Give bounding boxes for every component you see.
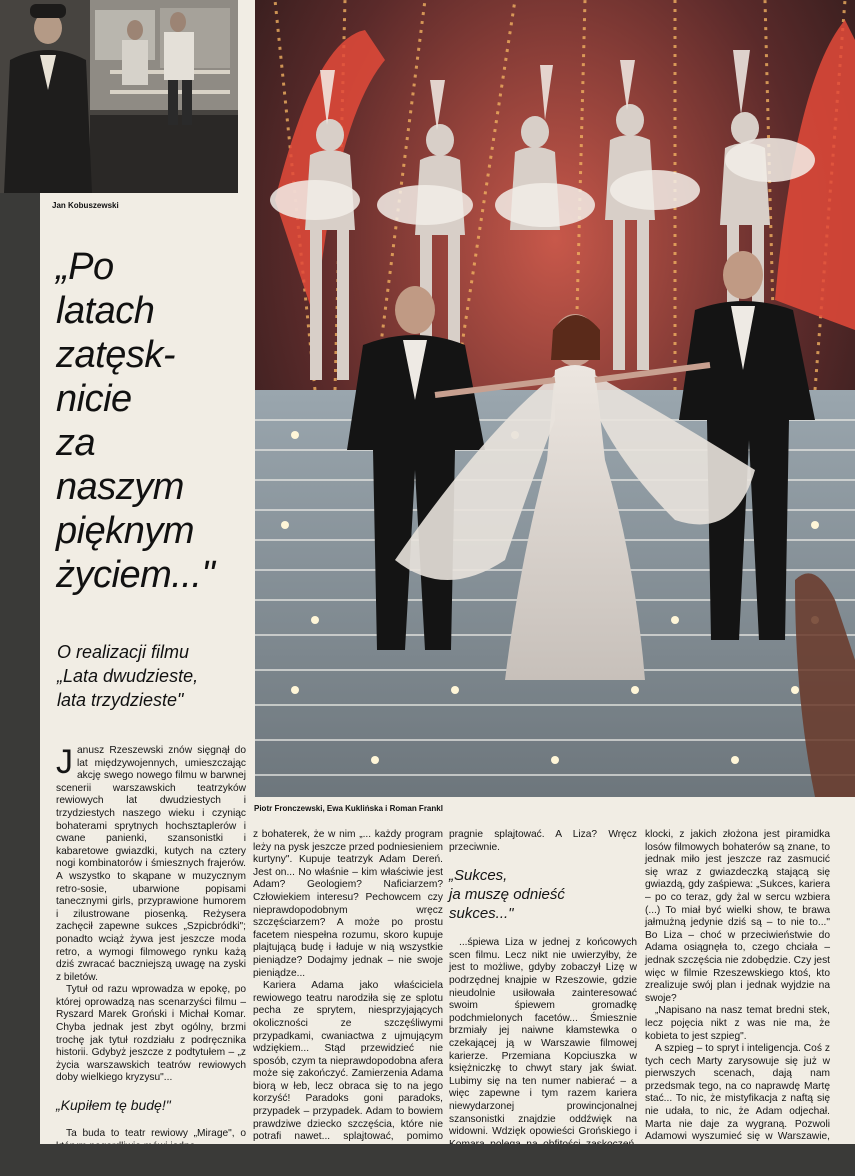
- article-column-2: [253, 829, 443, 1169]
- photo-stage-scene: [255, 0, 855, 797]
- page-edge-shadow: [0, 193, 40, 1176]
- article-title: „Po latach zatęsk- nicie za naszym pięknym życiem...": [56, 246, 215, 596]
- paragraph: „Napisano na nasz temat bredni stek, lecz pojęcia nikt z was nie ma, że kobieta to jest szpieg".: [645, 1005, 830, 1042]
- article-column-4: [645, 829, 830, 1169]
- paragraph: Kariera Adama jako właściciela rewiowego teatru narodziła się ze splotu pecha ze sprytem, niesprzyjających okoliczności ze szczęśliwymi przypadkami, cwaniactwa z ujmującym wdziękiem... Stąd przewidzieć nie sposób, czym ta nieprawdopodobna afera może się zakończyć. Zamierzenia Adama biorą w łeb, lecz obraca się to na jego korzyść! Paradoks goni paradoks, przypadek – przypadek. Adam to bowiem prawdziwe dziecko szczęścia, które nie potrafi nawet... splajtować, pomimo: [253, 980, 443, 1143]
- section-heading: „Kupiłem tę budę!": [56, 1097, 171, 1114]
- photo-jan-kobuszewski: [0, 0, 238, 193]
- article-column-3: [449, 829, 637, 1164]
- drop-cap: J: [56, 743, 73, 781]
- section-heading: „Sukces, ja muszę odnieść sukces...": [449, 867, 565, 923]
- small-photo-caption: Jan Kobuszewski: [52, 201, 119, 210]
- paragraph: pragnie splajtować. A Liza? Wręcz przeciwnie.: [449, 829, 637, 853]
- paragraph: anusz Rzeszewski znów sięgnął do lat międzywojennych, umieszczając akcję swego nowego filmu w barwnej scenerii warszawskich teatrzyków rewiowych lat dwudziestych i trzydziestych naszego wieku i czyniąc bohaterami sprytnych hochsztaplerów i cwane panienki, szansonistki i kabaretowe gwiazdki, kutych na cztery nogi kombinatorów i śmiesznych frajerów. A wszystko to skąpane w muzycznym retro-sosie, ubarwione popisami tanecznymi girls, przyprawione humorem i zilustrowane piosenką. Reżysera zachęcił zapewne sukces „Szpicbródki"; ponadto wciąż żywa jest jeszcze moda retro, a wymogi filmowego rynku każą dziś zwracać baczniejszą uwagę na zyski z biletów.: [56, 745, 246, 983]
- main-photo-caption: Piotr Fronczewski, Ewa Kuklińska i Roman Frankl: [254, 804, 443, 813]
- article-column-1: [56, 745, 246, 1153]
- paragraph: z bohaterek, że w nim „... każdy program leży na pysk jeszcze przed podniesieniem kurtyny". Kupuje teatrzyk Adam Dereń. Jest on... No właśnie – kim właściwie jest Adam? Geologiem? Naficiarzem? Człowiekiem interesu? Pechowcem czy nieprawdopodobnym wręcz szczęściarzem? A może po prostu facetem niespełna rozumu, skoro kupuje plajtującą budę i ładuje w nią wszystkie pieniądze? Dodajmy jednak – nie swoje pieniądze...: [253, 829, 443, 979]
- article-subtitle: O realizacji filmu „Lata dwudzieste, lata trzydzieste": [57, 642, 199, 710]
- paragraph: Ta buda to teatr rewiowy „Mirage", o: [66, 1128, 246, 1140]
- paragraph: A szpieg – to spryt i inteligencja. Coś z tych cech Marty zarysowuje się już w pierwszych scenach, dają nam przedsmak tego, na co naprawdę Martę stać... To nic, że mistyfikacja z naftą się nie udała, to nic, że Adam odjechał. Marta nie daje za wygraną. Pozwoli Adamowi wyszumieć się w Warszawie,: [645, 1043, 830, 1143]
- paragraph: Tytuł od razu wprowadza w epokę, po której oprowadzą nas scenarzyści filmu – Ryszard Marek Groński i Michał Komar. Chyba jednak jest zbyt ogólny, brzmi trochę jak tytuł rozdziału z podręcznika historii. Gdybyż jeszcze z podtytułem – „z życia warszawskich teatrów rewiowych doby wielkiego kryzysu"...: [56, 984, 246, 1084]
- paragraph: klocki, z jakich złożona jest piramidka losów filmowych bohaterów są znane, to jednak miło jest jeszcze raz zasmucić się wraz z gwiazdeczką stającą się gwiazdą, gdy zaśpiewa: „Sukces, kariera – po co teraz, gdy żal w sercu wzbiera (...) To miał być wielki show, te brawa jałmużną jedynie dziś są – to nie to..." Bo Liza – choć w przeciwieństwie do Adama osiągnęła to, czego chciała – jednak szczęścia nie zdobędzie. Czy jest więc w filmie Rzeszewskiego ktoś, kto zrealizuje swój plan i jednak wyjdzie na swoje?: [645, 829, 830, 1004]
- paragraph: ...śpiewa Liza w jednej z końcowych scen filmu. Lecz nikt nie uwierzyłby, że jest to możliwe, gdyby zobaczył Lizę w podrzędnej knajpie w Rzeszowie, gdzie nieudolnie usiłowała zainteresować swoim śpiewem gromadkę podchmielonych facetów... Śmiesznie brzmiały jej naiwne kłamstewka o czekającej ją w Warszawie filmowej karierze. Przemiana Kopciuszka w księżniczkę to chwyt stary jak świat. Lubimy się na ten numer nabierać – a więc zapewne i tym razem kariera niewydarzonej prowincjonalnej szansonistki znajdzie oddźwięk na widowni. Wdzięk opowieści Grońskiego i: [449, 937, 637, 1138]
- page-bottom-edge: [0, 1144, 855, 1176]
